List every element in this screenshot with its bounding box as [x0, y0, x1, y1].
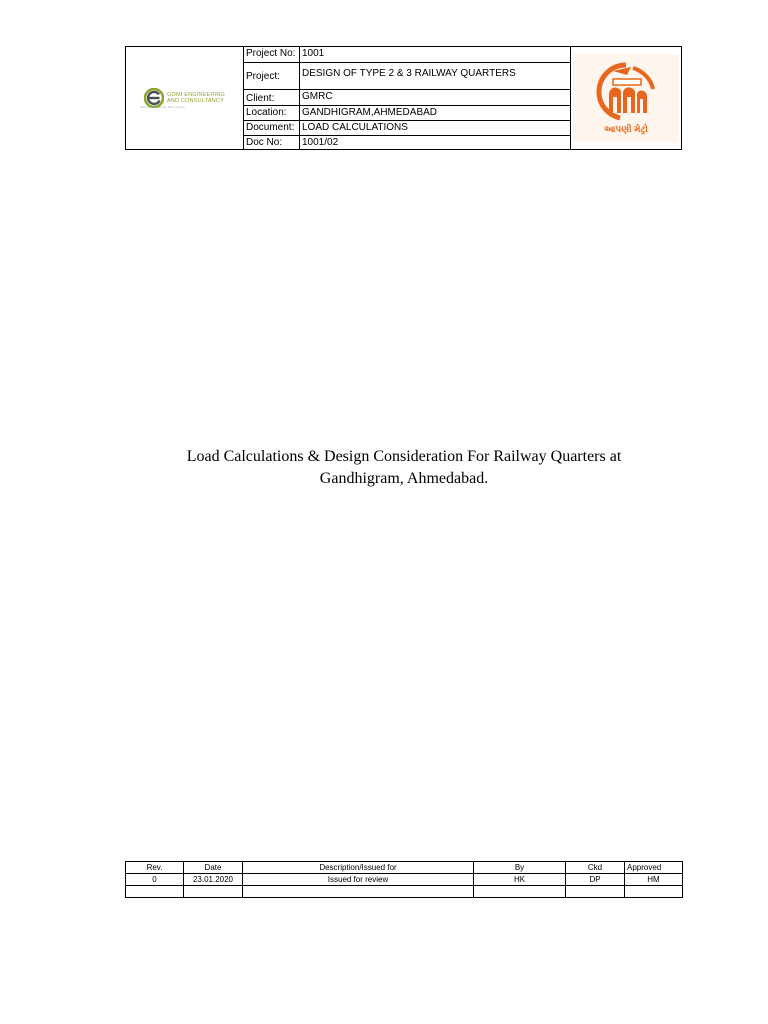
column-header: Ckd: [566, 862, 625, 874]
column-header: Approved: [625, 862, 683, 874]
info-row-document: [244, 121, 570, 135]
revision-table: [125, 861, 683, 898]
table-cell: 0: [126, 874, 184, 886]
info-label: Project No:: [244, 47, 300, 62]
gomi-tagline: think of engineering, think of gomi: [140, 105, 185, 109]
document-title-line2: Gandhigram, Ahmedabad.: [319, 470, 489, 487]
metro-logo-caption: આપણી મેટ્રો: [603, 124, 649, 134]
document-title-line1: Load Calculations & Design Consideration For Railway Quarters at: [186, 448, 622, 465]
table-cell: [625, 886, 683, 898]
column-header: Rev.: [126, 862, 184, 874]
info-row-location: [244, 106, 570, 121]
info-value: GMRC: [302, 90, 333, 102]
info-value: DESIGN OF TYPE 2 & 3 RAILWAY QUARTERS: [302, 68, 516, 80]
table-cell: 23.01.2020: [184, 874, 243, 886]
table-cell: [566, 886, 625, 898]
gomi-logo-line1: GOMI ENGINEERING: [167, 92, 225, 98]
info-value: LOAD CALCULATIONS: [302, 122, 408, 134]
table-cell: [184, 886, 243, 898]
info-row-doc-no: [244, 136, 570, 149]
table-cell: [474, 886, 566, 898]
table-cell: HM: [625, 874, 683, 886]
column-header: Date: [184, 862, 243, 874]
info-row-project-no: [244, 47, 570, 63]
metro-logo-icon: [591, 61, 661, 123]
column-header: By: [474, 862, 566, 874]
info-value: GANDHIGRAM,AHMEDABAD: [302, 107, 438, 119]
info-row-client: [244, 90, 570, 106]
table-cell: [243, 886, 474, 898]
table-cell: HK: [474, 874, 566, 886]
info-value: 1001/02: [302, 136, 339, 148]
table-row: [126, 874, 683, 886]
project-info: [244, 47, 571, 149]
table-cell: [126, 886, 184, 898]
table-row: [126, 886, 683, 898]
info-label: Project:: [244, 63, 300, 89]
info-value: 1001: [302, 48, 325, 59]
document-title: [140, 446, 668, 490]
gomi-logo-line2: AND CONSULTANCY: [167, 98, 224, 104]
info-row-project: [244, 63, 570, 90]
info-label: Location:: [244, 106, 300, 120]
table-cell: DP: [566, 874, 625, 886]
column-header: Description/Issued for: [243, 862, 474, 874]
revision-table-header: [126, 862, 683, 874]
document-header: [125, 46, 682, 150]
metro-logo: [573, 54, 679, 142]
info-label: Client:: [244, 90, 300, 105]
info-label: Document:: [244, 121, 300, 134]
metro-logo-cell: [571, 47, 681, 149]
info-label: Doc No:: [244, 136, 300, 149]
table-cell: Issued for review: [243, 874, 474, 886]
gomi-logo-cell: [126, 47, 244, 149]
